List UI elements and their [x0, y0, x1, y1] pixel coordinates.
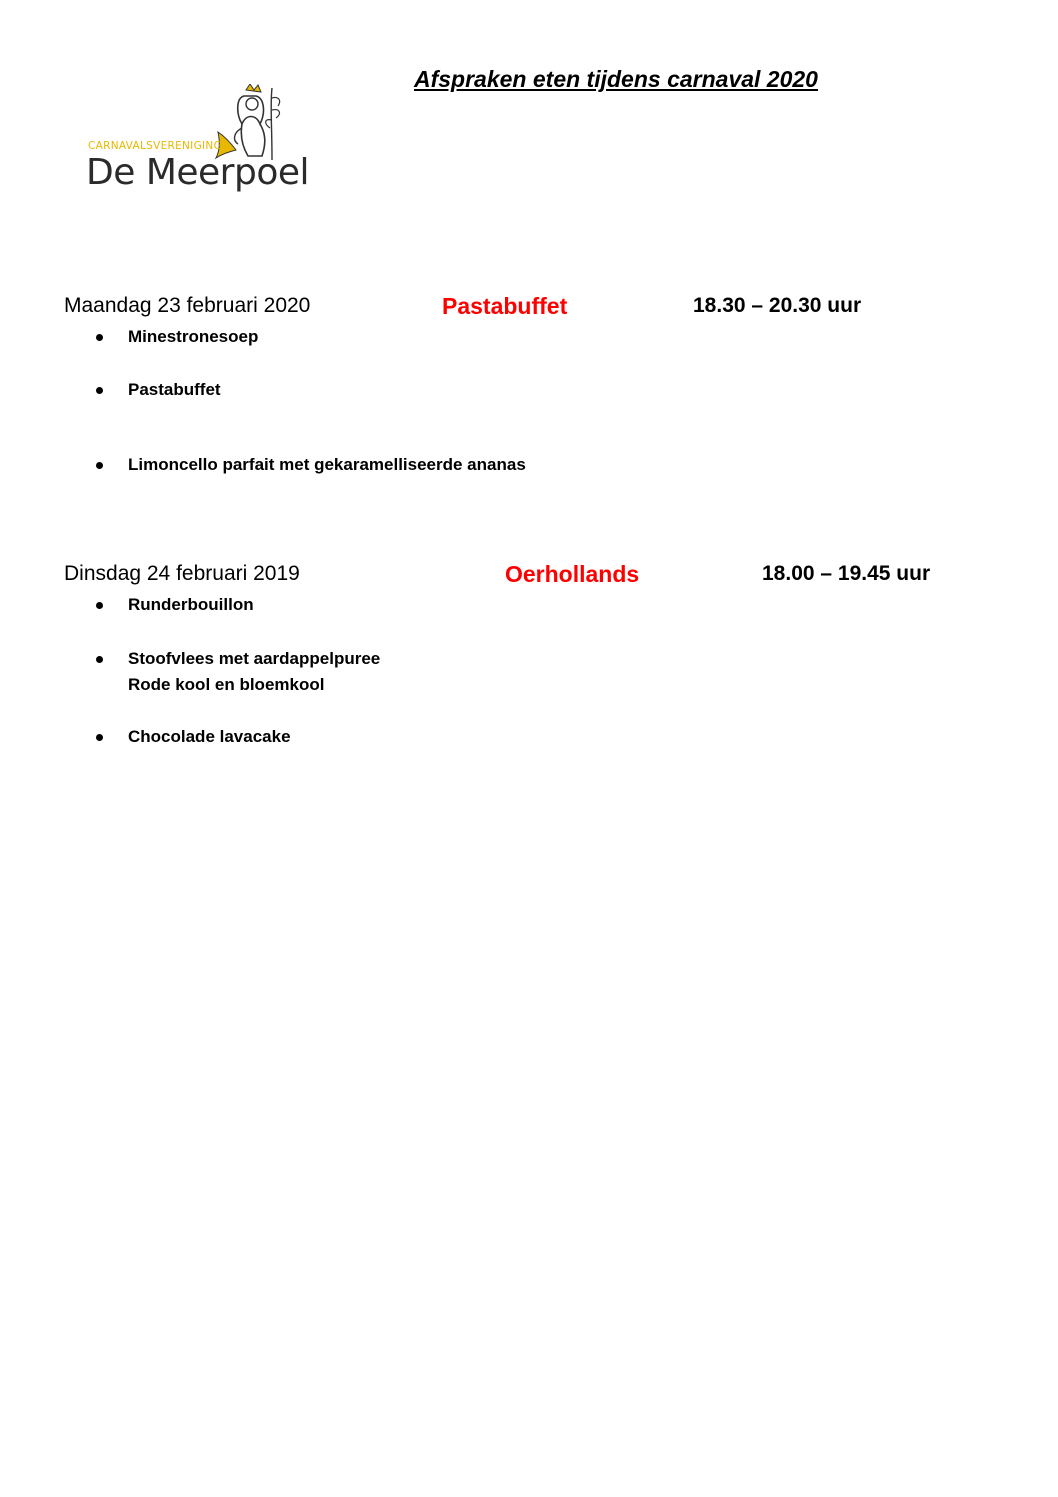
logo-name: De Meerpoel	[86, 152, 309, 193]
day-date: Maandag 23 februari 2020	[64, 294, 311, 317]
bullet-icon	[96, 462, 103, 469]
day-time: 18.00 – 19.45 uur	[762, 562, 931, 585]
list-item-text: Minestronesoep	[128, 327, 259, 346]
page-title: Afspraken eten tijdens carnaval 2020	[414, 66, 818, 92]
list-item-text: Chocolade lavacake	[128, 727, 291, 746]
list-item-text: Runderbouillon	[128, 595, 254, 614]
list-item-text-continued: Rode kool en bloemkool	[128, 675, 325, 694]
bullet-icon	[96, 734, 103, 741]
bullet-icon	[96, 334, 103, 341]
day-date: Dinsdag 24 februari 2019	[64, 562, 300, 585]
day-theme: Pastabuffet	[442, 293, 568, 319]
logo-subtitle: CARNAVALSVERENIGING	[88, 140, 223, 152]
day-theme: Oerhollands	[505, 561, 640, 587]
logo	[86, 84, 316, 209]
day-header-monday	[0, 293, 1058, 323]
bullet-icon	[96, 387, 103, 394]
list-item-text: Limoncello parfait met gekaramelliseerde ananas	[128, 455, 526, 474]
list-item-text: Stoofvlees met aardappelpuree	[128, 649, 381, 668]
day-time: 18.30 – 20.30 uur	[693, 294, 862, 317]
bullet-icon	[96, 656, 103, 663]
day-header-tuesday	[0, 561, 1058, 591]
bullet-icon	[96, 602, 103, 609]
list-item-text: Pastabuffet	[128, 380, 221, 399]
